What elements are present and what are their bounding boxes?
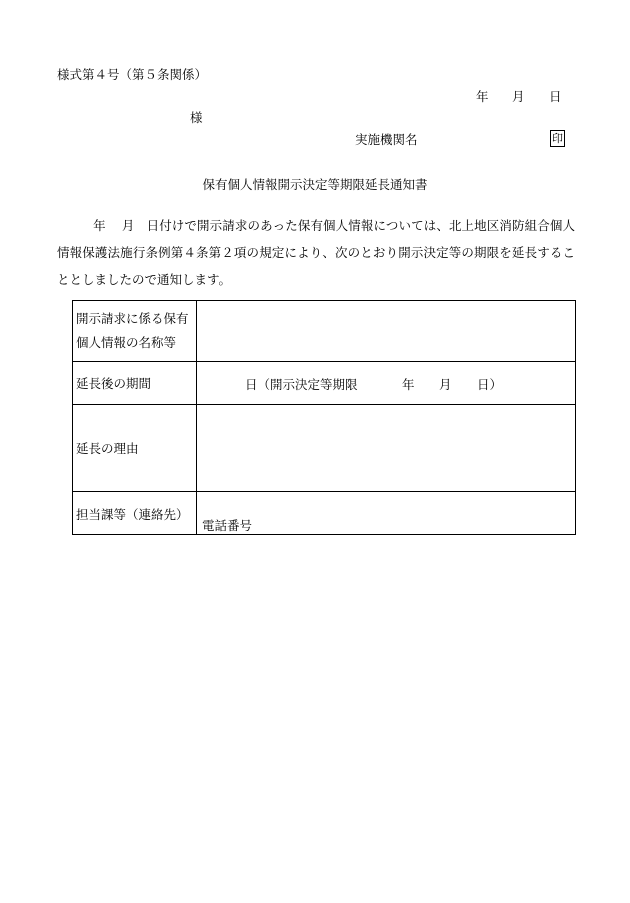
- contact-value[interactable]: [197, 492, 576, 535]
- extension-reason-label: 延長の理由: [73, 405, 197, 492]
- phone-number-label: 電話番号: [202, 518, 253, 533]
- contact-label: [73, 492, 197, 535]
- extension-reason-value[interactable]: [197, 405, 576, 492]
- table-row: [73, 301, 576, 362]
- period-year: 年: [402, 377, 415, 392]
- period-day-text: 日（開示決定等期限: [245, 377, 358, 392]
- period-month: 月: [439, 377, 452, 392]
- body-text: 日付けで開示請求のあった保有個人情報については、北上地区消防組合個人情報保護法施行条例第４条第２項の規定により、次のとおり開示決定等の期限を延長することとしましたので通知します。: [57, 218, 575, 287]
- extended-period-label: 延長後の期間: [73, 362, 197, 405]
- extended-period-value[interactable]: [197, 362, 576, 405]
- info-table: [72, 300, 576, 535]
- date-day-label: 日: [549, 89, 562, 104]
- table-row: [73, 405, 576, 492]
- form-number: 様式第４号（第５条関係）: [57, 67, 208, 82]
- date-month-label: 月: [512, 89, 525, 104]
- contact-label-text: 担当課等（連絡先）: [76, 507, 189, 522]
- info-name-label-line1: 開示請求に係る保有: [76, 311, 189, 326]
- seal-mark: 印: [552, 132, 563, 145]
- body-month: 月: [121, 218, 135, 233]
- info-name-value[interactable]: [197, 301, 576, 362]
- notice-body: [57, 212, 575, 293]
- info-name-label: [73, 301, 197, 362]
- table-row: [73, 362, 576, 405]
- date-year-label: 年: [476, 89, 489, 104]
- document-title: 保有個人情報開示決定等期限延長通知書: [202, 177, 428, 192]
- info-name-label-line2: 個人情報の名称等: [76, 335, 177, 350]
- body-year: 年: [93, 218, 106, 233]
- addressee-suffix: 様: [190, 110, 203, 125]
- organization-label: 実施機関名: [355, 132, 418, 147]
- table-row: [73, 492, 576, 535]
- period-day-close: 日）: [477, 377, 503, 392]
